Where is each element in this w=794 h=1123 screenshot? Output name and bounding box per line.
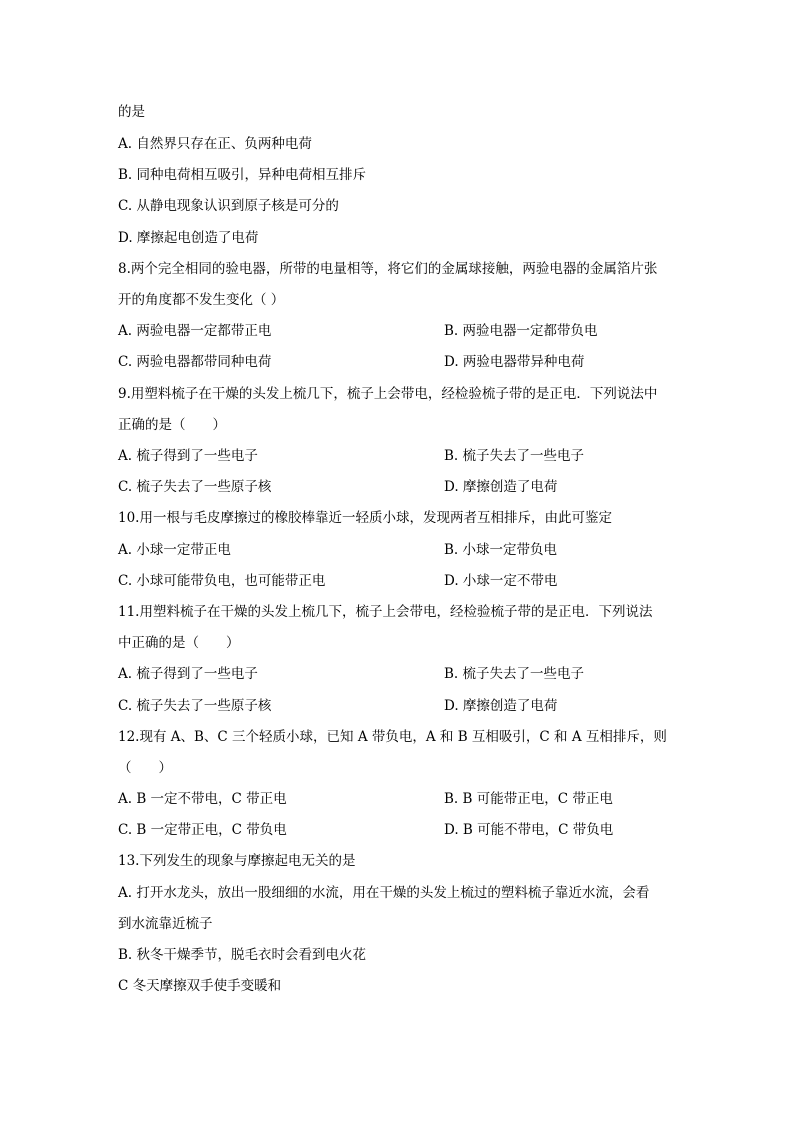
q11-option-a: A. 梳子得到了一些电子 (118, 666, 258, 682)
q7-option-d: D. 摩擦起电创造了电荷 (118, 230, 259, 246)
q12-option-d: D. B 可能不带电，C 带负电 (444, 822, 614, 838)
q9-option-c: C. 梳子失去了一些原子核 (118, 479, 272, 495)
q10-stem: 10.用一根与毛皮摩擦过的橡胶棒靠近一轻质小球，发现两者互相排斥，由此可鉴定 (118, 510, 612, 526)
q7-option-b: B. 同种电荷相互吸引，异种电荷相互排斥 (118, 167, 367, 183)
q8-option-d: D. 两验电器带异种电荷 (444, 354, 585, 370)
q12-option-c: C. B 一定带正电，C 带负电 (118, 822, 287, 838)
q13-option-a-line1: A. 打开水龙头，放出一股细细的水流，用在干燥的头发上梳过的塑料梳子靠近水流，会看 (118, 885, 650, 901)
q12-option-b: B. B 可能带正电，C 带正电 (444, 791, 613, 807)
q13-option-b: B. 秋冬干燥季节，脱毛衣时会看到电火花 (118, 947, 367, 963)
q10-option-a: A. 小球一定带正电 (118, 542, 231, 558)
q11-stem-line1: 11.用塑料梳子在干燥的头发上梳几下，梳子上会带电，经检验梳子带的是正电．下列说法 (118, 604, 653, 620)
q12-option-a: A. B 一定不带电，C 带正电 (118, 791, 287, 807)
q11-option-b: B. 梳子失去了一些电子 (444, 666, 585, 682)
q9-option-a: A. 梳子得到了一些电子 (118, 448, 258, 464)
q11-option-d: D. 摩擦创造了电荷 (444, 698, 558, 714)
q12-stem-line1: 12.现有 A、B、C 三个轻质小球，已知 A 带负电，A 和 B 互相吸引，C 和 A 互相排斥，则 (118, 729, 667, 745)
q8-option-a: A. 两验电器一定都带正电 (118, 323, 272, 339)
q11-stem-line2: 中正确的是（ ） (118, 635, 240, 651)
q11-option-c: C. 梳子失去了一些原子核 (118, 698, 272, 714)
q12-stem-line2: （ ） (118, 760, 172, 776)
question7-stem-end: 的是 (118, 104, 145, 120)
q8-option-c: C. 两验电器都带同种电荷 (118, 354, 272, 370)
q13-option-a-line2: 到水流靠近梳子 (118, 916, 213, 932)
q10-option-d: D. 小球一定不带电 (444, 573, 558, 589)
q9-option-b: B. 梳子失去了一些电子 (444, 448, 585, 464)
q7-option-a: A. 自然界只存在正、负两种电荷 (118, 136, 312, 152)
q8-stem-line1: 8.两个完全相同的验电器，所带的电量相等，将它们的金属球接触，两验电器的金属箔片张 (118, 261, 658, 277)
q13-stem: 13.下列发生的现象与摩擦起电无关的是 (118, 853, 356, 869)
q7-option-c: C. 从静电现象认识到原子核是可分的 (118, 198, 339, 214)
q13-option-c: C 冬天摩擦双手使手变暖和 (118, 978, 282, 994)
q9-option-d: D. 摩擦创造了电荷 (444, 479, 558, 495)
q8-option-b: B. 两验电器一定都带负电 (444, 323, 598, 339)
q9-stem-line1: 9.用塑料梳子在干燥的头发上梳几下，梳子上会带电，经检验梳子带的是正电．下列说法中 (118, 386, 658, 402)
q8-stem-line2: 开的角度都不发生变化（ ） (118, 292, 285, 308)
q9-stem-line2: 正确的是（ ） (118, 417, 226, 433)
q10-option-c: C. 小球可能带负电，也可能带正电 (118, 573, 326, 589)
q10-option-b: B. 小球一定带负电 (444, 542, 558, 558)
